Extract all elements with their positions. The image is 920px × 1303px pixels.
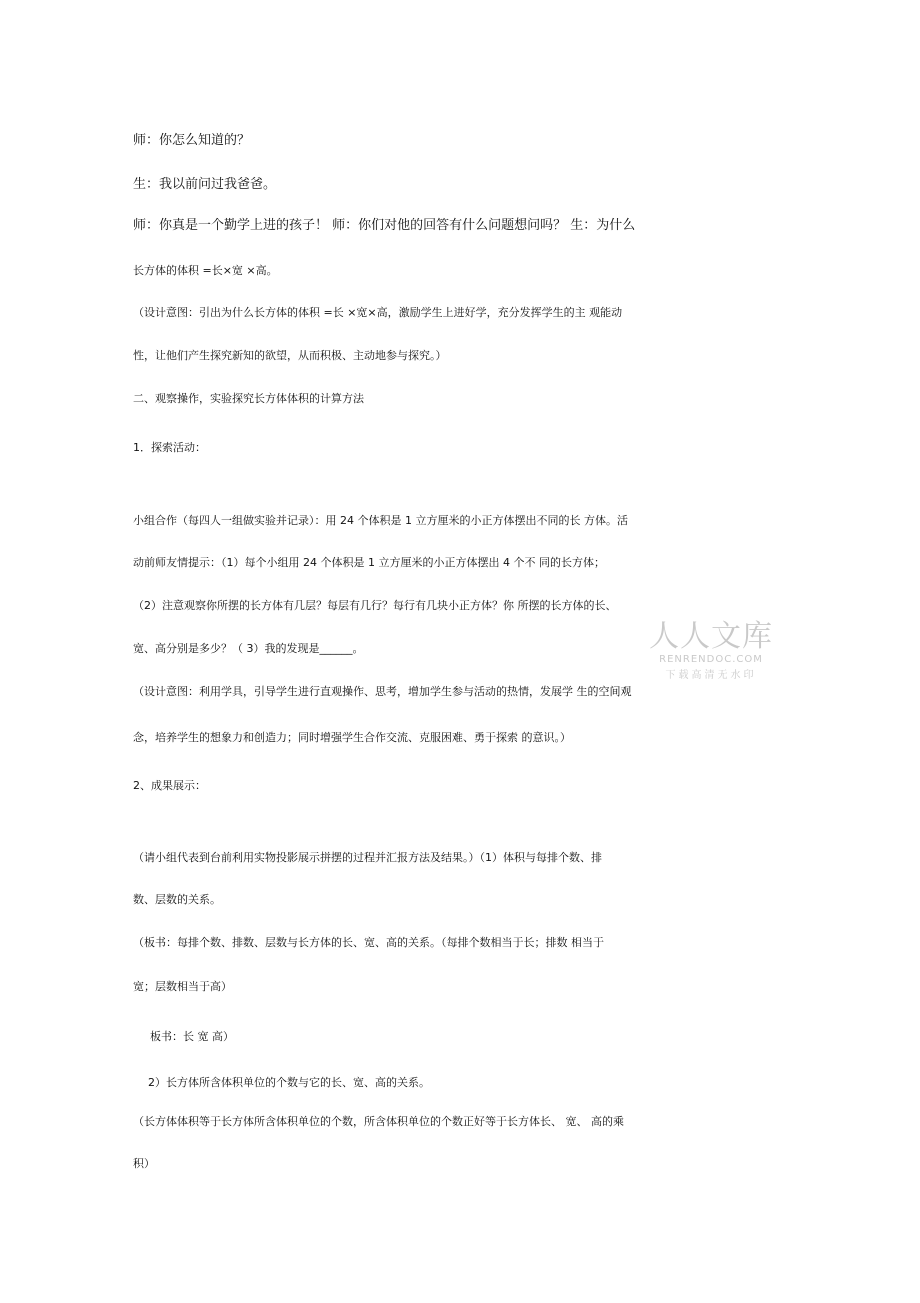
text-line: 师：你怎么知道的？ — [133, 133, 251, 148]
text-line: （2）注意观察你所摆的长方体有几层？每层有几行？每行有几块小正方体？你 所摆的长方体的长、 — [133, 599, 617, 612]
watermark-subtitle: 下载高清无水印 — [665, 670, 757, 681]
text-line: 板书：长 宽 高） — [150, 1030, 234, 1043]
text-line: 性，让他们产生探究新知的欲望，从而积极、主动地参与探究。） — [133, 349, 447, 362]
text-line: 宽、高分别是多少？（ 3）我的发现是______。 — [133, 642, 364, 655]
text-line: 2）长方体所含体积单位的个数与它的长、宽、高的关系。 — [148, 1076, 430, 1089]
text-line: 数、层数的关系。 — [133, 893, 221, 906]
text-line: 积） — [133, 1157, 155, 1170]
text-line: 师：你真是一个勤学上进的孩子！ 师：你们对他的回答有什么问题想问吗？ 生：为什么 — [133, 218, 636, 233]
text-line: 生：我以前问过我爸爸。 — [133, 177, 277, 192]
watermark-url: RENRENDOC.COM — [659, 654, 763, 665]
text-line: 念，培养学生的想象力和创造力；同时增强学生合作交流、克服困难、勇于探索 的意识。） — [133, 731, 571, 744]
text-line: 长方体的体积 =长×宽 ×高。 — [133, 264, 278, 277]
text-line: 宽；层数相当于高） — [133, 980, 232, 993]
text-line: （请小组代表到台前利用实物投影展示拼摆的过程并汇报方法及结果。）（1）体积与每排个数、排 — [133, 851, 602, 864]
text-line: （设计意图：引出为什么长方体的体积 =长 ×宽×高，激励学生上进好学，充分发挥学生的主 观能动 — [133, 306, 623, 319]
text-line: （设计意图：利用学具，引导学生进行直观操作、思考，增加学生参与活动的热情，发展学 生的空间观 — [133, 685, 632, 698]
subsection-heading: 1．探索活动： — [133, 441, 206, 454]
watermark-title: 人人文库 — [649, 619, 773, 654]
text-line: 小组合作（每四人一组做实验并记录）：用 24 个体积是 1 立方厘米的小正方体摆出不同的长 方体。活 — [133, 514, 628, 527]
subsection-heading: 2、成果展示： — [133, 779, 206, 792]
text-line: （板书：每排个数、排数、层数与长方体的长、宽、高的关系。（每排个数相当于长；排数 相当于 — [133, 936, 604, 949]
text-line: （长方体体积等于长方体所含体积单位的个数，所含体积单位的个数正好等于长方体长、 宽、 高的乘 — [133, 1115, 624, 1128]
watermark — [646, 619, 776, 681]
text-line: 动前师友情提示：（1）每个小组用 24 个体积是 1 立方厘米的小正方体摆出 4 个不 同的长方体； — [133, 556, 605, 569]
section-heading: 二、观察操作，实验探究长方体体积的计算方法 — [133, 392, 364, 405]
